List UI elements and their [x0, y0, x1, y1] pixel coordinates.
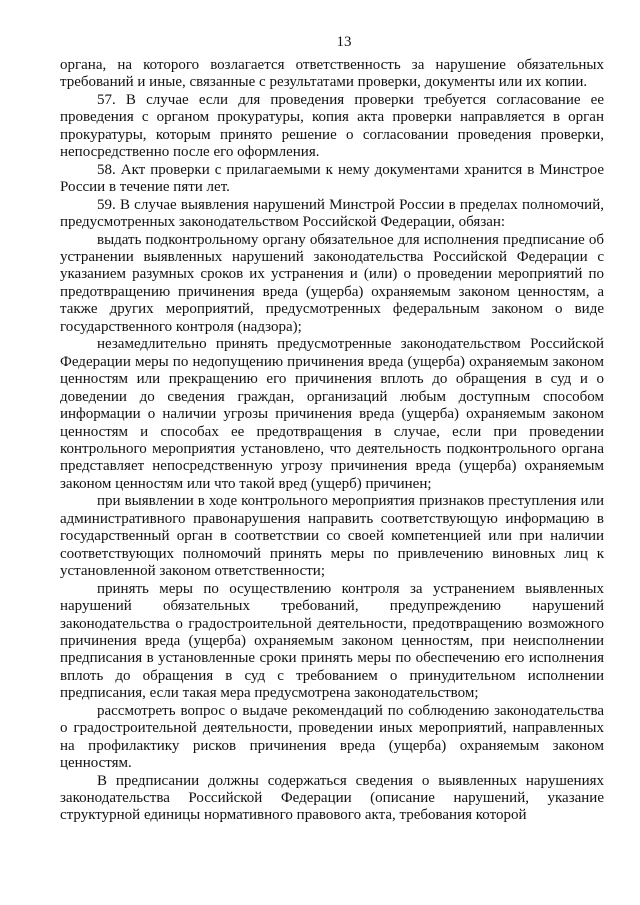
paragraph-order-contents: В предписании должны содержаться сведения о выявленных нарушениях законодательства Российской Федерации (описание нарушений, указание структурной единицы нормативного правового акта, требования которой	[60, 772, 604, 824]
paragraph-59-item-crime-signs: при выявлении в ходе контрольного мероприятия признаков преступления или административного правонарушения направить соответствующую информацию в государственный орган в соответствии со своей компетенцией или при наличии соответствующих полномочий принять меры по привлечению виновных лиц к установленной законом ответственности;	[60, 493, 604, 580]
paragraph-57: 57. В случае если для проведения проверки требуется согласование ее проведения с органом прокуратуры, копия акта проверки направляется в орган прокуратуры, которым принято решение о согласовании проведения проверки, непосредственно после его оформления.	[60, 91, 604, 161]
paragraph-continuation: органа, на которого возлагается ответственность за нарушение обязательных требований и иные, связанные с результатами проверки, документы или их копии.	[60, 57, 604, 91]
paragraph-58: 58. Акт проверки с прилагаемыми к нему документами хранится в Минстрое России в течение пяти лет.	[60, 161, 604, 196]
paragraph-59-item-recommendations: рассмотреть вопрос о выдаче рекомендаций по соблюдению законодательства о градостроительной деятельности, проведении иных мероприятий, направленных на профилактику рисков причинения вреда (ущерба) охраняемым законом ценностям.	[60, 702, 604, 772]
paragraph-59-item-issue-order: выдать подконтрольному органу обязательное для исполнения предписание об устранении выявленных нарушений законодательства Российской Федерации с указанием разумных сроков их устранения и (или) о проведении мероприятий по предотвращению причинения вреда (ущерба) охраняемым законом ценностям, а также других мероприятий, предусмотренных федеральным законом о виде государственного контроля (надзора);	[60, 231, 604, 335]
paragraph-59-item-control-measures: принять меры по осуществлению контроля за устранением выявленных нарушений обязательных требований, предупреждению нарушений законодательства о градостроительной деятельности, предотвращению возможного причинения вреда (ущерба) охраняемым законом ценностям, при неисполнении предписания в установленные сроки принять меры по обеспечению его исполнения вплоть до обращения в суд с требованием о принудительном исполнении предписания, если такая мера предусмотрена законодательством;	[60, 580, 604, 702]
paragraph-59-item-immediate-measures: незамедлительно принять предусмотренные законодательством Российской Федерации меры по недопущению причинения вреда (ущерба) охраняемым законом ценностям или прекращению его причинения вплоть до обращения в суд и о доведении до сведения граждан, организаций любым доступным способом информации о наличии угрозы причинения вреда (ущерба) охраняемым законом ценностям и способах ее предотвращения в случае, если при проведении контрольного мероприятия установлено, что деятельность подконтрольного органа представляет непосредственную угрозу причинения вреда (ущерба) охраняемым законом ценностям или что такой вред (ущерб) причинен;	[60, 336, 604, 492]
page-number: 13	[336, 34, 352, 50]
paragraph-59: 59. В случае выявления нарушений Минстрой России в пределах полномочий, предусмотренных законодательством Российской Федерации, обязан:	[60, 196, 604, 231]
